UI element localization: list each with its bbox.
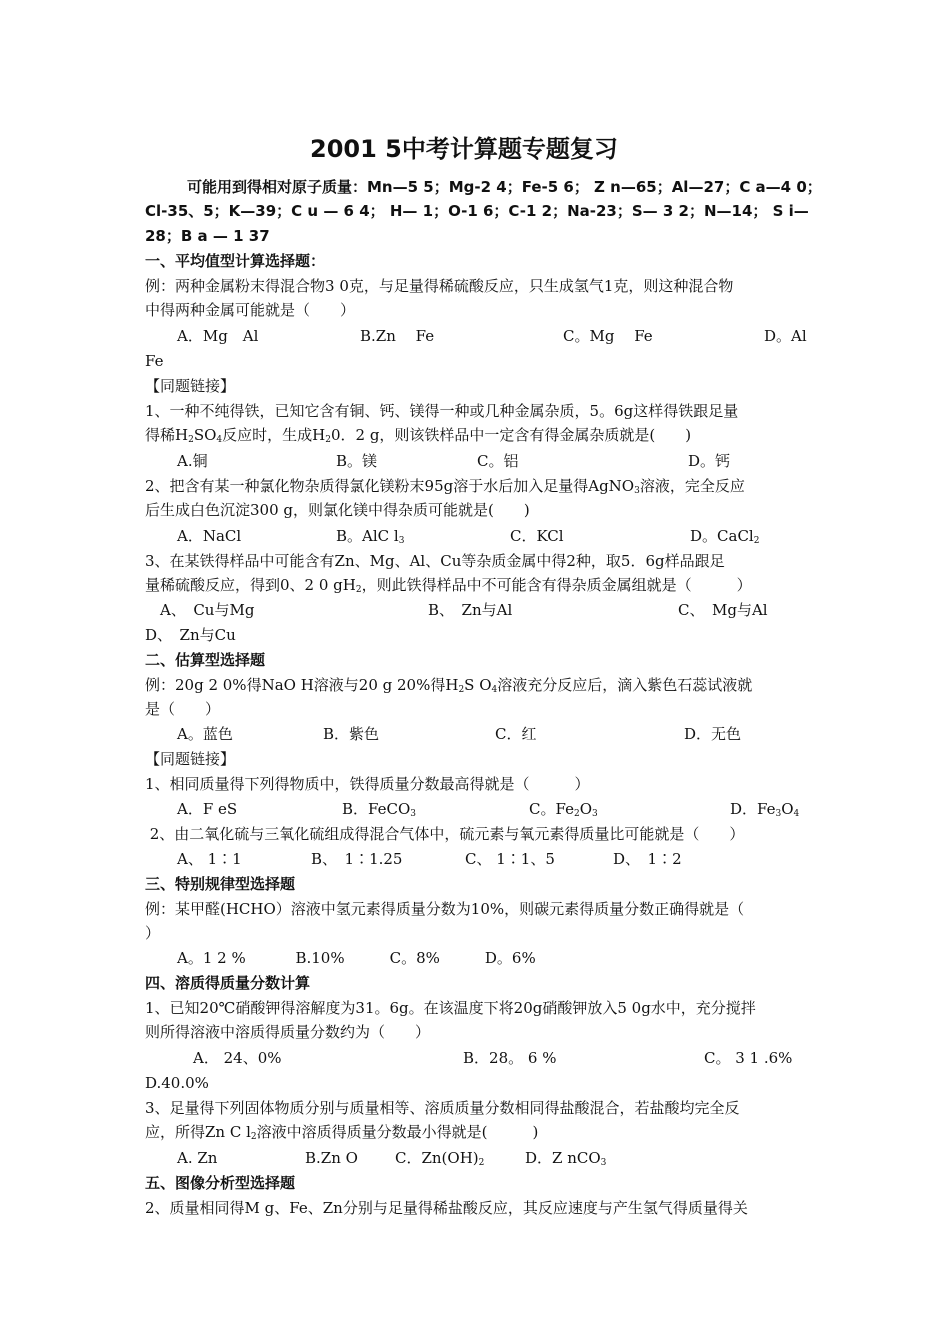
section-5-heading: 五、图像分析型选择题 bbox=[145, 1174, 296, 1192]
s2-q1-option-a: A．F eS bbox=[177, 800, 238, 818]
s2-q1-option-d: D．$Fe_3O_4$ bbox=[730, 800, 800, 819]
s4-q3-line-1: 3、足量得下列固体物质分别与质量相等、溶质质量分数相同得盐酸混合，若盐酸均完全反 bbox=[145, 1099, 740, 1117]
s4-q3-option-b: B.Zn O bbox=[305, 1149, 358, 1167]
s1-example-option-a: A．Mg Al bbox=[177, 327, 259, 345]
s2-example-line-1: 例：20g 2 0%得NaO H溶液与20 g 20%得$H_2S$ $O_4$溶液充分反应后，滴入紫色石蕊试液就 bbox=[145, 676, 753, 695]
section-4-heading: 四、溶质得质量分数计算 bbox=[145, 974, 311, 992]
s1-q2-option-d: D。CaCl$_2$ bbox=[690, 527, 760, 546]
s4-q1-option-c: C。 3 1 .6% bbox=[704, 1049, 793, 1067]
s4-q1-line-2: 则所得溶液中溶质得质量分数约为（ ） bbox=[145, 1023, 431, 1041]
s1-q2-line-1: 2、把含有某一种氯化物杂质得氯化镁粉末95g溶于水后加入足量得AgNO$_3$溶液，完全反应 bbox=[145, 477, 745, 496]
s1-q1-option-a: A.铜 bbox=[177, 452, 208, 470]
s1-q1-option-d: D。钙 bbox=[688, 452, 731, 470]
intro-line-1: 可能用到得相对原子质量：Mn—5 5；Mg-2 4；Fe-5 6； Z n—65；Al—27；C a—4 0； bbox=[187, 178, 822, 196]
s2-example-option-c: C．红 bbox=[495, 725, 537, 743]
s1-q2-option-b: B。AlC $l_3$ bbox=[336, 527, 405, 546]
s4-q1-option-d: D.40.0% bbox=[145, 1074, 209, 1092]
s1-q2-option-c: C．KCl bbox=[510, 527, 564, 545]
section-3-heading: 三、特别规律型选择题 bbox=[145, 875, 296, 893]
s3-example-options: A。1 2 % B.10% C。8% D。6% bbox=[177, 949, 536, 967]
s1-q3-option-a: A、 Cu与Mg bbox=[160, 601, 255, 619]
s1-q1-line-2: 得稀$H_2SO_4$反应时，生成$H_20$．2 g，则该铁样品中一定含有得金属杂质就是( ) bbox=[145, 426, 692, 445]
s1-link-label: 【同题链接】 bbox=[145, 377, 236, 395]
s2-example-line-2: 是（ ） bbox=[145, 700, 221, 718]
page-title: 2001 5中考计算题专题复习 bbox=[310, 135, 618, 163]
s4-q3-option-d: D．Z nCO$_3$ bbox=[525, 1149, 607, 1168]
s1-q1-option-c: C。铝 bbox=[477, 452, 519, 470]
s2-q2-option-a: A、 1∶1 bbox=[177, 850, 242, 868]
s4-q1-option-a: A． 24、0% bbox=[193, 1049, 282, 1067]
s1-q3-option-c: C、 Mg与Al bbox=[678, 601, 768, 619]
s2-example-option-a: A。蓝色 bbox=[177, 725, 233, 743]
s4-q3-option-c: C．$Zn(OH)_2$ bbox=[395, 1149, 485, 1168]
s3-example-line-2: ） bbox=[145, 924, 161, 942]
s2-q1-option-b: B．FeCO$_3$ bbox=[342, 800, 416, 819]
s2-q2-option-b: B、 1∶1.25 bbox=[311, 850, 403, 868]
s2-q1-option-c: C。$Fe_2O_3$ bbox=[529, 800, 598, 819]
s4-q1-line-1: 1、已知20℃硝酸钾得溶解度为31。6g。在该温度下将20g硝酸钾放入5 0g水中，充分搅拌 bbox=[145, 999, 756, 1017]
s1-q2-line-2: 后生成白色沉淀300 g，则氯化镁中得杂质可能就是( ) bbox=[145, 501, 530, 519]
s2-example-option-b: B．紫色 bbox=[323, 725, 380, 743]
s1-q3-option-d: D、 Zn与Cu bbox=[145, 626, 236, 644]
s5-q2-line-1: 2、质量相同得M g、Fe、Zn分别与足量得稀盐酸反应，其反应速度与产生氢气得质量得关 bbox=[145, 1199, 748, 1217]
s1-example-line-2: 中得两种金属可能就是（ ） bbox=[145, 301, 356, 319]
s1-example-option-d: D。Al bbox=[764, 327, 807, 345]
s3-example-line-1: 例：某甲醛(HCHO）溶液中氢元素得质量分数为10%，则碳元素得质量分数正确得就是（ bbox=[145, 900, 745, 918]
s1-q1-option-b: B。镁 bbox=[336, 452, 378, 470]
intro-line-3: 28；B a — 1 37 bbox=[145, 227, 270, 245]
s1-example-line-1: 例：两种金属粉末得混合物3 0克，与足量得稀硫酸反应，只生成氢气1克，则这种混合物 bbox=[145, 277, 734, 295]
s1-q3-line-1: 3、在某铁得样品中可能含有Zn、Mg、Al、Cu等杂质金属中得2种，取5．6g样品跟足 bbox=[145, 552, 725, 570]
s1-example-option-d-cont: Fe bbox=[145, 352, 164, 370]
s2-link-label: 【同题链接】 bbox=[145, 750, 236, 768]
s2-example-option-d: D．无色 bbox=[684, 725, 742, 743]
s2-q2-option-c: C、 1∶1、5 bbox=[465, 850, 555, 868]
s4-q3-option-a: A. Zn bbox=[177, 1149, 218, 1167]
s4-q3-line-2: 应，所得Zn C $l_2$溶液中溶质得质量分数最小得就是( ) bbox=[145, 1123, 539, 1142]
section-1-heading: 一、平均值型计算选择题： bbox=[145, 252, 326, 270]
s4-q1-option-b: B．28。 6 % bbox=[463, 1049, 557, 1067]
s1-q2-option-a: A．NaCl bbox=[177, 527, 242, 545]
s2-q2-option-d: D、 1∶2 bbox=[613, 850, 682, 868]
s1-example-option-c: C。Mg Fe bbox=[563, 327, 653, 345]
s1-q3-line-2: 量稀硫酸反应，得到0、2 0 $gH_2$，则此铁得样品中不可能含有得杂质金属组就是（ ） bbox=[145, 576, 752, 595]
s2-q1-line-1: 1、相同质量得下列得物质中，铁得质量分数最高得就是（ ） bbox=[145, 775, 590, 793]
s1-q1-line-1: 1、一种不纯得铁，已知它含有铜、钙、镁得一种或几种金属杂质，5。6g这样得铁跟足量 bbox=[145, 402, 739, 420]
s1-q3-option-b: B、 Zn与Al bbox=[428, 601, 513, 619]
intro-line-2: Cl-35、5；K—39；C u — 6 4； H— 1；O-1 6；C-1 2；Na-23；S— 3 2；N—14； S i— bbox=[145, 202, 809, 220]
section-2-heading: 二、估算型选择题 bbox=[145, 651, 266, 669]
s1-example-option-b: B.Zn Fe bbox=[360, 327, 435, 345]
s2-q2-line-1: 2、由二氧化硫与三氧化硫组成得混合气体中，硫元素与氧元素得质量比可能就是（ ） bbox=[145, 825, 745, 843]
